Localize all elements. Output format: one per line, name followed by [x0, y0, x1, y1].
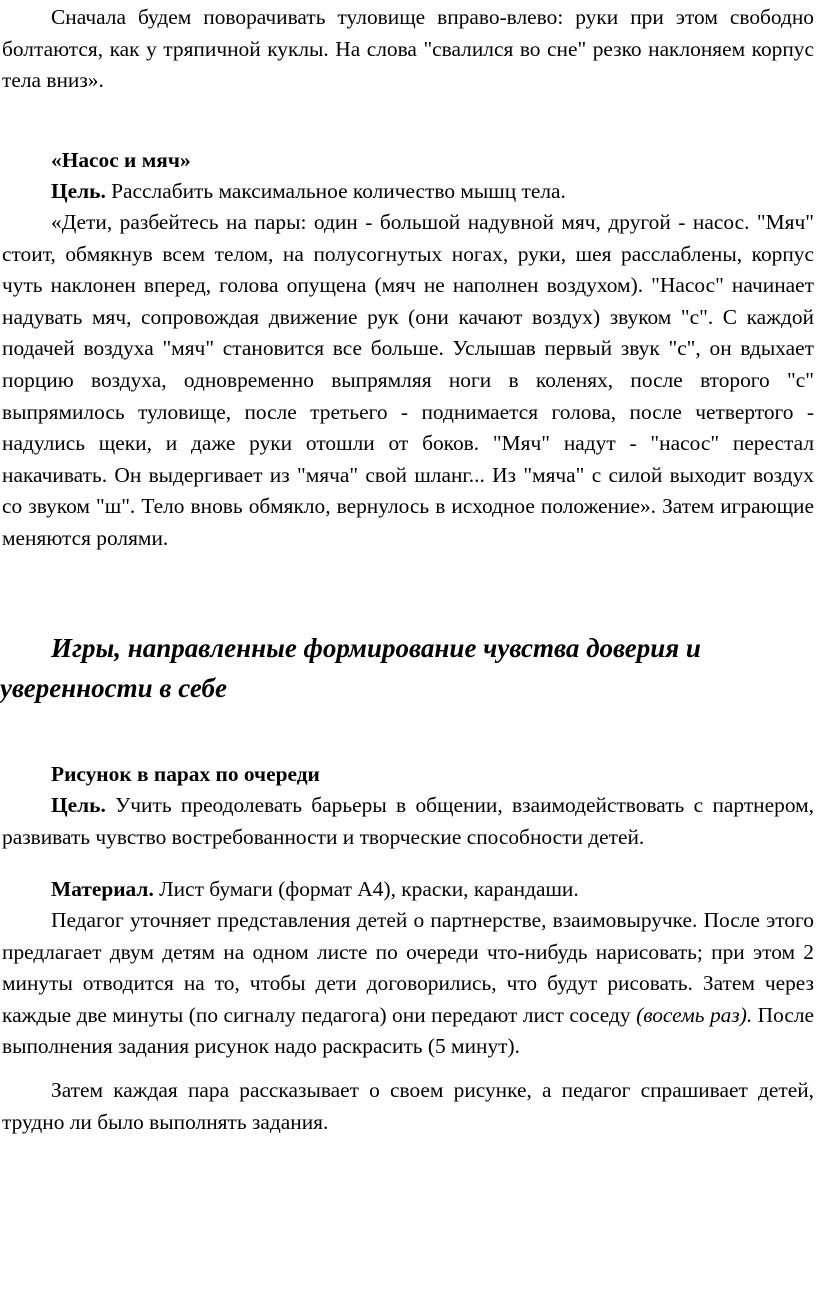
game2-goal [2, 790, 814, 853]
material-label: Материал. [51, 877, 154, 901]
game2-procedure [2, 905, 814, 1063]
game-title-pair-drawing: Рисунок в парах по очереди [51, 762, 320, 786]
game2-closing: Затем каждая пара рассказывает о своем рисунке, а педагог спрашивает детей, трудно ли было выполнять задания. [2, 1078, 814, 1134]
goal-text: Учить преодолевать барьеры в общении, взаимодействовать с партнером, развивать чувство востребованности и творческие способности детей. [2, 793, 814, 849]
material-text: Лист бумаги (формат А4), краски, карандаши. [153, 877, 579, 901]
game1-description: «Дети, разбейтесь на пары: один - большой надувной мяч, другой - насос. "Мяч" стоит, обмякнув всем телом, на полусогнутых ногах, руки, шея расслаблены, корпус чуть наклонен вперед, голова опущена (мяч не наполнен воздухом). "Насос" начинает надувать мяч, сопровождая движение рук (они качают воздух) звуком "с". С каждой подачей воздуха "мяч" становится все больше. Услышав первый звук "с", он вдыхает порцию воздуха, одновременно выпрямляя ноги в коленях, после второго "с" выпрямилось туловище, после третьего - поднимается голова, после четвертого - надулись щеки, и даже руки отошли от боков. "Мяч" надут - "насос" перестал накачивать. Он выдергивает из "мяча" свой шланг... Из "мяча" с силой выходит воздух со звуком "ш". Тело вновь обмякло, вернулось в исходное положение». Затем играющие меняются ролями. [2, 210, 814, 550]
section-title: Игры, направленные формирование чувства доверия и уверенности в себе [0, 633, 701, 703]
procedure-italic-note: (восемь раз). [636, 1002, 753, 1027]
procedure-text: Педагог уточняет представления детей о партнерстве, взаимовыручке. После этого предлагает двум детям на одном листе по очереди что-нибудь нарисовать; при этом 2 минуты отводится на то, чтобы дети договорились, что будут рисовать. Затем через каждые две минуты (по сигналу педагога) они передают лист соседу [2, 908, 814, 1027]
procedure-text-end: После выполнения задания рисунок надо раскрасить (5 минут). [2, 1002, 814, 1059]
goal-label: Цель. [51, 179, 106, 203]
goal-label: Цель. [51, 793, 106, 817]
game2-material [2, 874, 814, 906]
goal-text: Расслабить максимальное количество мышц тела. [105, 179, 566, 203]
intro-paragraph: Сначала будем поворачивать туловище вправо-влево: руки при этом свободно болтаются, как у тряпичной куклы. На слова "свалился во сне" резко наклоняем корпус тела вниз». [2, 5, 814, 93]
game1-goal [2, 176, 814, 208]
game-title-pump-and-ball: «Насос и мяч» [51, 148, 191, 172]
